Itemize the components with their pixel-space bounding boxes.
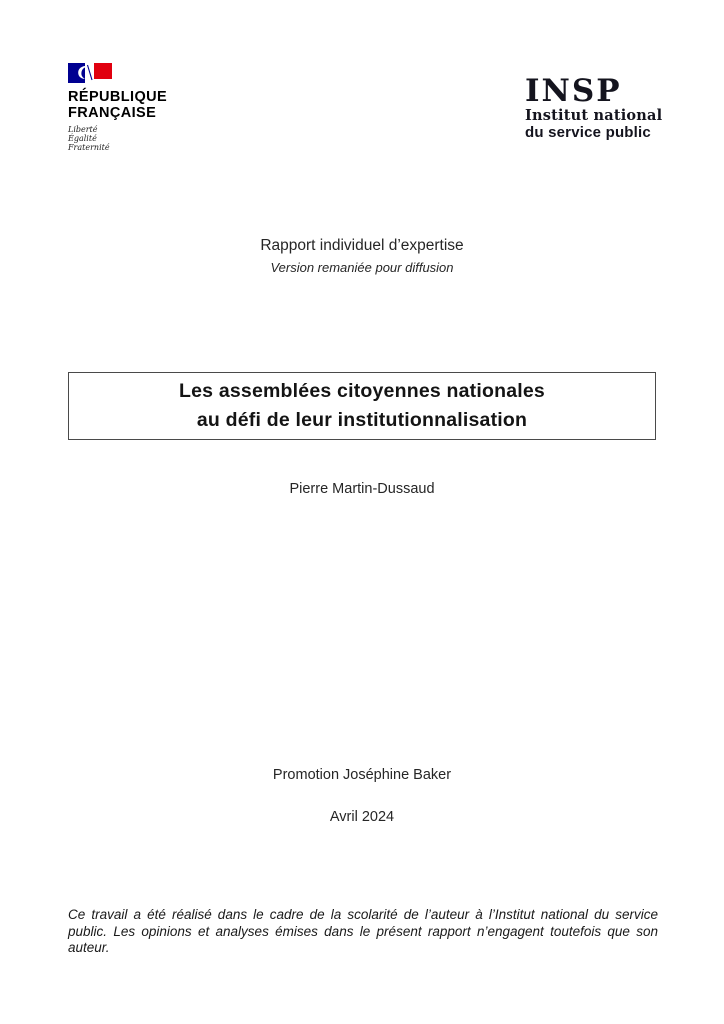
flag-red-band bbox=[94, 63, 112, 79]
title-box bbox=[68, 372, 656, 440]
disclaimer-text: Ce travail a été réalisé dans le cadre de la scolarité de l’auteur à l’Institut national du service public. Les opinions et analyses émises dans le présent rapport n’engagent toutefois que son auteur. bbox=[68, 907, 658, 955]
republique-name-line2: FRANÇAISE bbox=[68, 105, 157, 121]
report-version-note: Version remaniée pour diffusion bbox=[270, 260, 454, 275]
insp-acronym: INSP bbox=[525, 73, 622, 109]
french-flag-icon bbox=[68, 61, 114, 85]
republique-name-line1: RÉPUBLIQUE bbox=[68, 89, 168, 105]
report-title-line2: au défi de leur institutionnalisation bbox=[196, 409, 528, 431]
publication-date: Avril 2024 bbox=[329, 809, 395, 825]
motto-fraternite: Fraternité bbox=[68, 143, 110, 152]
author-name: Pierre Martin-Dussaud bbox=[289, 481, 435, 497]
marianne-line-detail bbox=[88, 65, 93, 80]
flag-blue-band bbox=[68, 63, 85, 83]
insp-logo bbox=[525, 74, 662, 141]
report-title-line1: Les assemblées citoyennes nationales bbox=[179, 380, 545, 402]
report-type-block bbox=[0, 236, 724, 276]
report-type-label: Rapport individuel d’expertise bbox=[260, 237, 464, 254]
promotion-name: Promotion Joséphine Baker bbox=[272, 767, 452, 783]
motto-liberte: Liberté bbox=[68, 125, 98, 134]
insp-name-line1: Institut national bbox=[525, 107, 663, 124]
motto bbox=[68, 125, 228, 152]
motto-egalite: Égalité bbox=[68, 134, 97, 143]
insp-name-line2: du service public bbox=[525, 124, 651, 141]
republique-francaise-logo bbox=[68, 61, 228, 152]
